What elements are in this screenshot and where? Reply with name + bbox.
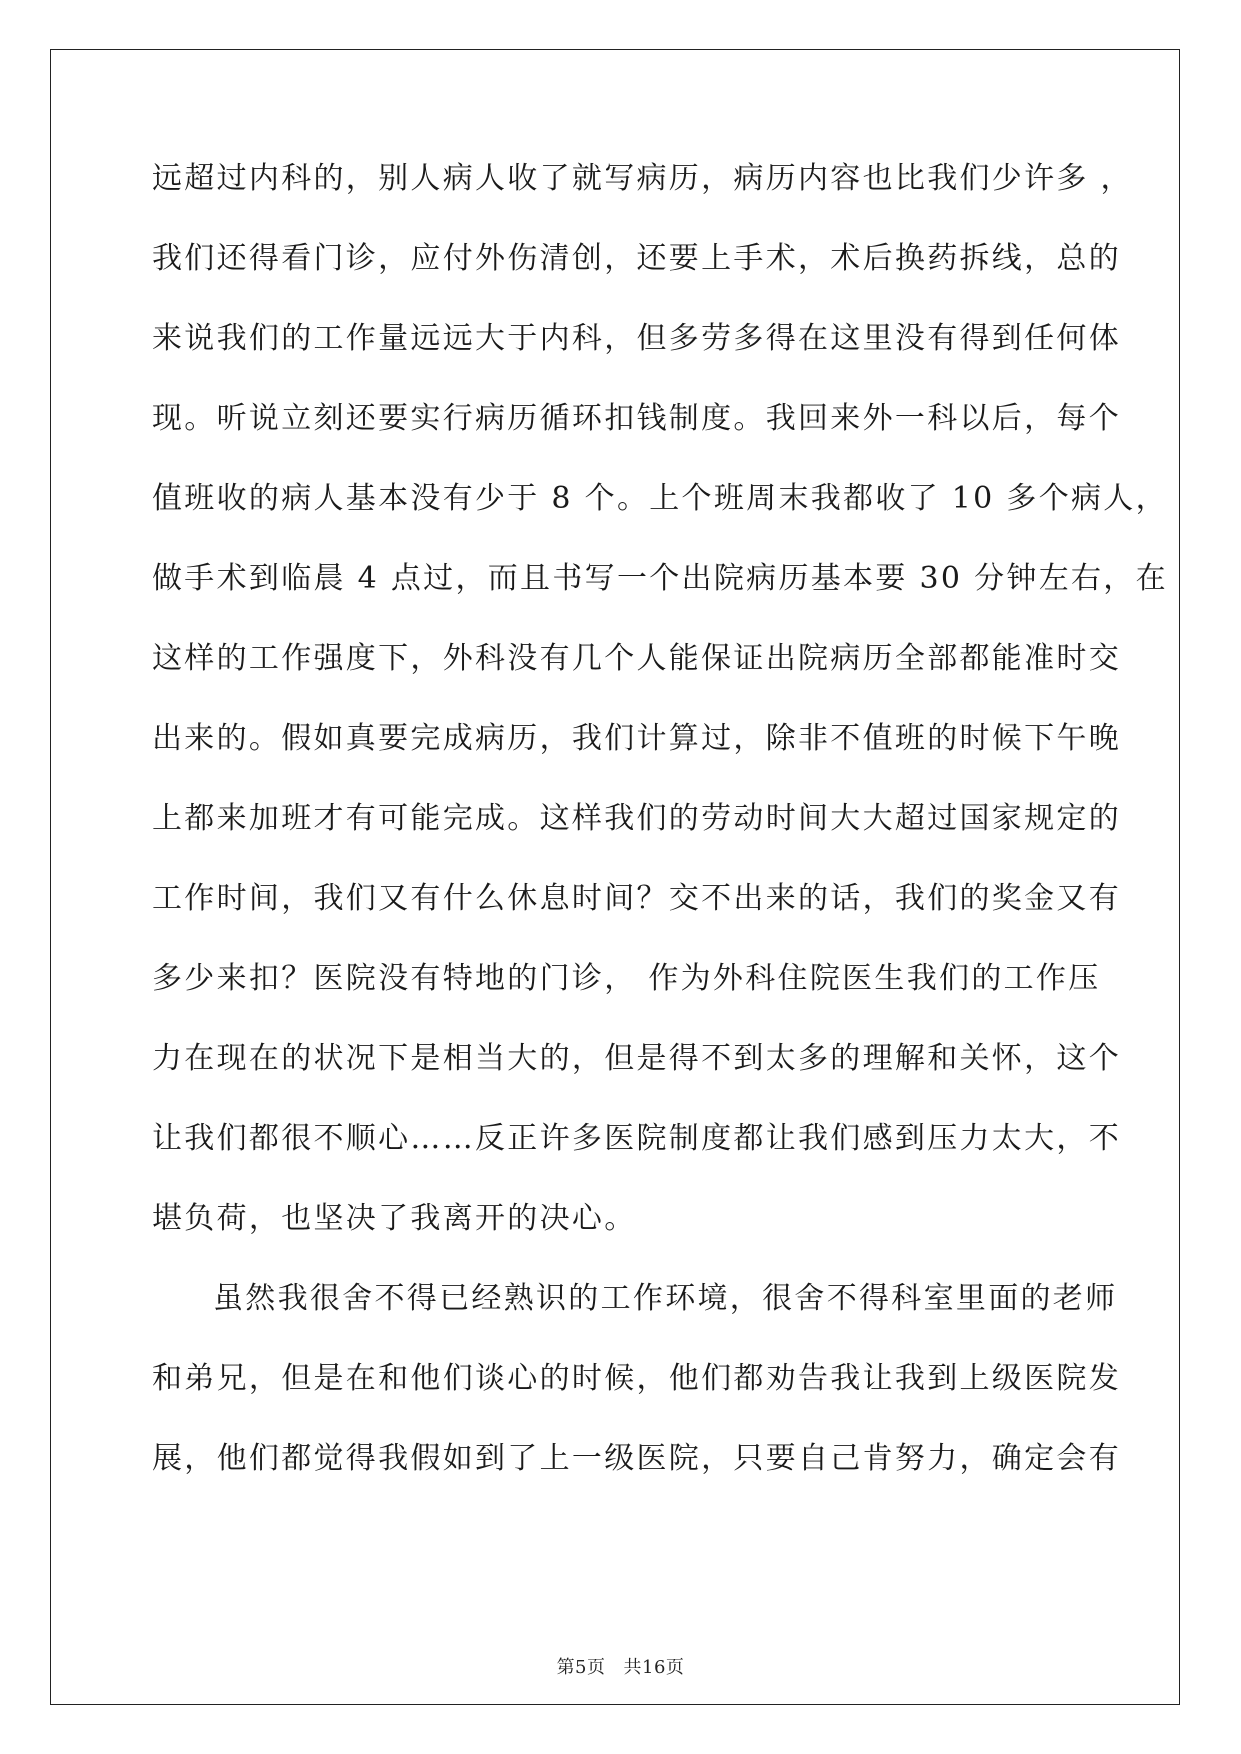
body-line-5: 值班收的病人基本没有少于 8 个。上个班周末我都收了 10 多个病人， bbox=[152, 481, 1168, 516]
body-line-2: 我们还得看门诊，应付外伤清创，还要上手术，术后换药拆线，总的 bbox=[152, 241, 1121, 276]
body-line-13: 让我们都很不顺心……反正许多医院制度都让我们感到压力太大，不 bbox=[152, 1121, 1121, 1156]
page-total: 共16页 bbox=[623, 1657, 685, 1678]
body-line-14: 堪负荷，也坚决了我离开的决心。 bbox=[152, 1201, 637, 1236]
body-line-6: 做手术到临晨 4 点过，而且书写一个出院病历基本要 30 分钟左右，在 bbox=[152, 561, 1168, 596]
page-number: 第5页 bbox=[556, 1657, 606, 1678]
body-line-4: 现。听说立刻还要实行病历循环扣钱制度。我回来外一科以后，每个 bbox=[152, 401, 1121, 436]
body-line-7: 这样的工作强度下，外科没有几个人能保证出院病历全部都能准时交 bbox=[152, 641, 1121, 676]
body-line-9: 上都来加班才有可能完成。这样我们的劳动时间大大超过国家规定的 bbox=[152, 801, 1121, 836]
body-line-12: 力在现在的状况下是相当大的，但是得不到太多的理解和关怀，这个 bbox=[152, 1041, 1121, 1076]
body-line-1: 远超过内科的，别人病人收了就写病历，病历内容也比我们少许多 ， bbox=[152, 161, 1133, 196]
body-line-3: 来说我们的工作量远远大于内科，但多劳多得在这里没有得到任何体 bbox=[152, 321, 1121, 356]
body-line-10: 工作时间，我们又有什么休息时间？交不出来的话，我们的奖金又有 bbox=[152, 881, 1121, 916]
body-line-8: 出来的。假如真要完成病历，我们计算过，除非不值班的时候下午晚 bbox=[152, 721, 1121, 756]
body-line-16: 和弟兄，但是在和他们谈心的时候，他们都劝告我让我到上级医院发 bbox=[152, 1361, 1121, 1396]
body-line-11: 多少来扣？医院没有特地的门诊， 作为外科住院医生我们的工作压 bbox=[152, 961, 1101, 996]
page-footer bbox=[0, 1653, 1241, 1679]
document-body bbox=[152, 157, 1168, 1517]
body-line-15: 虽然我很舍不得已经熟识的工作环境，很舍不得科室里面的老师 bbox=[213, 1281, 1118, 1316]
body-line-17: 展，他们都觉得我假如到了上一级医院，只要自己肯努力，确定会有 bbox=[152, 1441, 1121, 1476]
